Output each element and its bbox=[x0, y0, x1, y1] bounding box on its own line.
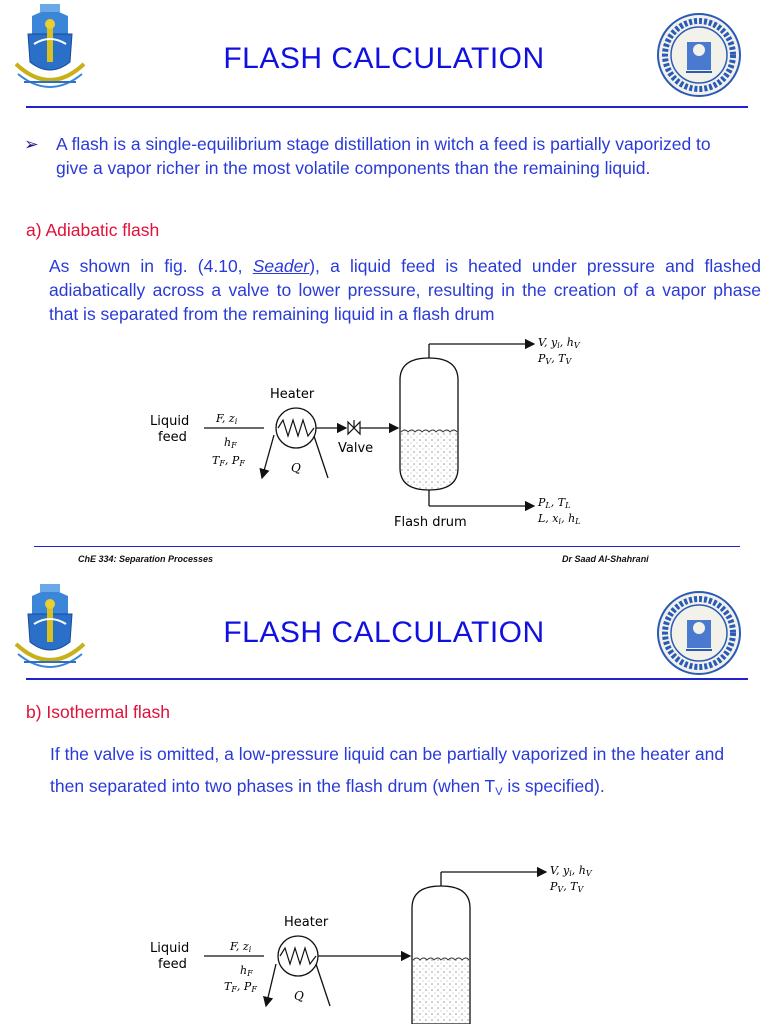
liquid-label: Liquid bbox=[150, 414, 190, 429]
section-isothermal-heading: b) Isothermal flash bbox=[26, 702, 170, 722]
heat-duty-label: Q bbox=[291, 461, 301, 475]
feed-temp-pressure: TF, PF bbox=[212, 454, 245, 468]
liquid-pt-label: PL, TL bbox=[538, 496, 571, 510]
bullet-arrowhead-icon: ➢ bbox=[24, 134, 39, 154]
adiabatic-flash-diagram bbox=[148, 330, 608, 538]
heater-label: Heater bbox=[270, 387, 315, 402]
department-seal-icon bbox=[656, 590, 742, 676]
slide-2 bbox=[0, 572, 768, 1024]
intro-paragraph: A flash is a single-equilibrium stage distillation in witch a feed is partially vaporized to give a vapor richer in the most volatile components than the remaining liquid. bbox=[56, 134, 711, 178]
title-divider bbox=[26, 106, 748, 108]
adiabatic-text-part1: As shown in fig. (4.10, bbox=[49, 256, 253, 276]
feed-flow-composition: F, zi bbox=[230, 940, 252, 954]
feed-label: feed bbox=[158, 957, 187, 972]
feed-enthalpy: hF bbox=[240, 964, 253, 978]
heater-label: Heater bbox=[284, 915, 329, 930]
isothermal-text-end: is specified). bbox=[502, 776, 605, 796]
valve-label: Valve bbox=[338, 441, 374, 456]
heat-duty-label: Q bbox=[294, 989, 304, 1003]
isothermal-paragraph bbox=[50, 738, 750, 808]
adiabatic-text-part2: ), a liquid feed is heated under pressure and flashed adiabatically across a valve to lower pressure, resulting in the creation of a vapor phase that is separated from the remaining liquid in a flash drum bbox=[49, 256, 761, 324]
slide2-title: FLASH CALCULATION bbox=[223, 616, 545, 649]
vapor-pt-label: PV, TV bbox=[550, 880, 584, 894]
vapor-flow-label: V, yi, hV bbox=[550, 864, 592, 878]
adiabatic-paragraph bbox=[49, 254, 761, 326]
vapor-flow-label: V, yi, hV bbox=[538, 336, 580, 350]
flash-drum-label: Flash drum bbox=[394, 515, 467, 530]
feed-temp-pressure: TF, PF bbox=[224, 980, 257, 994]
footer-author: Dr Saad Al-Shahrani bbox=[562, 554, 649, 564]
liquid-label: Liquid bbox=[150, 941, 190, 956]
feed-flow-composition: F, zi bbox=[216, 412, 238, 426]
isothermal-subscript: V bbox=[495, 786, 503, 798]
feed-label: feed bbox=[158, 430, 187, 445]
section-adiabatic-heading: a) Adiabatic flash bbox=[26, 220, 160, 240]
vapor-pt-label: PV, TV bbox=[538, 352, 572, 366]
isothermal-text: If the valve is omitted, a low-pressure liquid can be partially vaporized in the heater and then separated into two phases in the flash drum (when T bbox=[50, 744, 725, 796]
department-seal-icon bbox=[656, 12, 742, 98]
slide1-title: FLASH CALCULATION bbox=[223, 42, 545, 75]
title-divider bbox=[26, 678, 748, 680]
liquid-flow-label: L, xi, hL bbox=[538, 512, 581, 526]
isothermal-flash-diagram bbox=[148, 856, 608, 1024]
feed-enthalpy: hF bbox=[224, 436, 237, 450]
seader-reference-link[interactable]: Seader bbox=[252, 256, 310, 276]
footer-course: ChE 334: Separation Processes bbox=[78, 554, 214, 564]
footer-divider bbox=[34, 546, 740, 547]
